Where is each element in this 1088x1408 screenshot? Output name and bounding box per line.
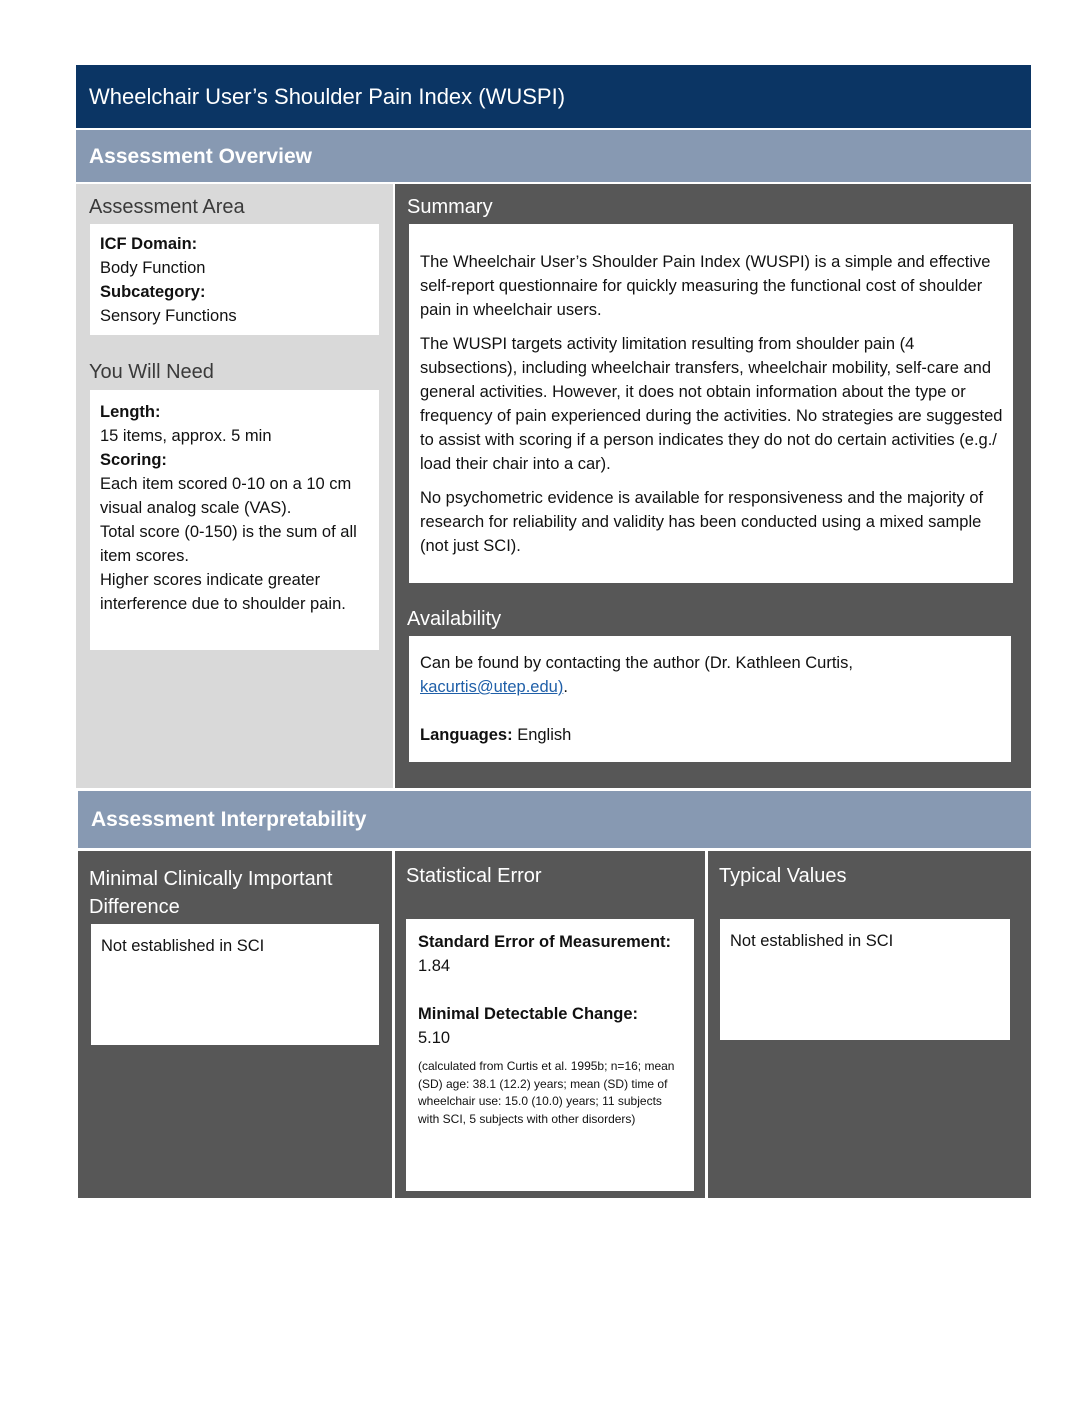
subcategory-value: Sensory Functions: [100, 307, 237, 325]
mcid-heading: Minimal Clinically Important Difference: [89, 868, 333, 918]
summary-paragraph: The WUSPI targets activity limitation resulting from shoulder pain (4 subsections), including wheelchair transfers, wheelchair mobility, self-care and general activities. However, it does not obtain information about the type or frequency of pain experienced during the activities. No strategies are suggested to assist with scoring if a person indicates they do not do certain activities (e.g./ load their chair into a car).: [420, 335, 1003, 473]
mcid-card: [91, 924, 379, 1045]
statistical-error-column: [395, 851, 705, 1198]
assessment-overview-heading: Assessment Overview: [76, 130, 1031, 182]
typical-values-column: [708, 851, 1031, 1198]
icf-domain-label: ICF Domain:: [100, 235, 198, 253]
languages-value: English: [512, 726, 572, 744]
statistical-error-heading: Statistical Error: [406, 865, 542, 887]
availability-heading: Availability: [407, 608, 502, 630]
summary-column: [395, 184, 1031, 788]
assessment-area-heading: Assessment Area: [89, 196, 245, 218]
scoring-line: Each item scored 0-10 on a 10 cm visual analog scale (VAS).: [100, 475, 352, 517]
summary-paragraph: The Wheelchair User’s Shoulder Pain Index (WUSPI) is a simple and effective self-report questionnaire for quickly measuring the functional cost of shoulder pain in wheelchair users.: [420, 253, 991, 319]
mcid-text: Not established in SCI: [101, 937, 265, 955]
calculation-note: (calculated from Curtis et al. 1995b; n=16; mean (SD) age: 38.1 (12.2) years; mean (SD) time of wheelchair use: 15.0 (10.0) years; 11 subjects with SCI, 5 subjects with other disorders): [418, 1059, 675, 1126]
length-value: 15 items, approx. 5 min: [100, 427, 272, 445]
page-title: Wheelchair User’s Shoulder Pain Index (WUSPI): [76, 65, 1031, 128]
length-label: Length:: [100, 403, 161, 421]
typical-values-card: [720, 919, 1010, 1040]
sem-label: Standard Error of Measurement:: [418, 933, 672, 951]
availability-card: [409, 636, 1011, 762]
availability-text: Can be found by contacting the author (Dr. Kathleen Curtis,: [420, 654, 853, 672]
subcategory-label: Subcategory:: [100, 283, 206, 301]
availability-period: .: [563, 678, 568, 696]
mdc-value: 5.10: [418, 1029, 451, 1047]
statistical-error-card: [406, 919, 694, 1191]
summary-card: [409, 224, 1013, 583]
sem-value: 1.84: [418, 957, 451, 975]
you-will-need-card: [90, 390, 379, 650]
summary-paragraph: No psychometric evidence is available for responsiveness and the majority of research for reliability and validity has been conducted using a mixed sample (not just SCI).: [420, 489, 984, 555]
icf-domain-value: Body Function: [100, 259, 206, 277]
scoring-label: Scoring:: [100, 451, 167, 469]
mcid-column: [78, 851, 392, 1198]
scoring-line: Higher scores indicate greater interference due to shoulder pain.: [100, 571, 346, 613]
assessment-area-column: [76, 184, 393, 788]
author-email-link[interactable]: kacurtis@utep.edu): [420, 678, 564, 696]
scoring-line: Total score (0-150) is the sum of all item scores.: [100, 523, 357, 565]
typical-values-text: Not established in SCI: [730, 932, 894, 950]
summary-heading: Summary: [407, 196, 493, 218]
you-will-need-heading: You Will Need: [89, 361, 214, 383]
typical-values-heading: Typical Values: [719, 865, 847, 887]
languages-label: Languages:: [420, 726, 513, 744]
mdc-label: Minimal Detectable Change:: [418, 1005, 639, 1023]
assessment-interpretability-heading: Assessment Interpretability: [78, 791, 1031, 848]
assessment-area-card: [90, 224, 379, 335]
